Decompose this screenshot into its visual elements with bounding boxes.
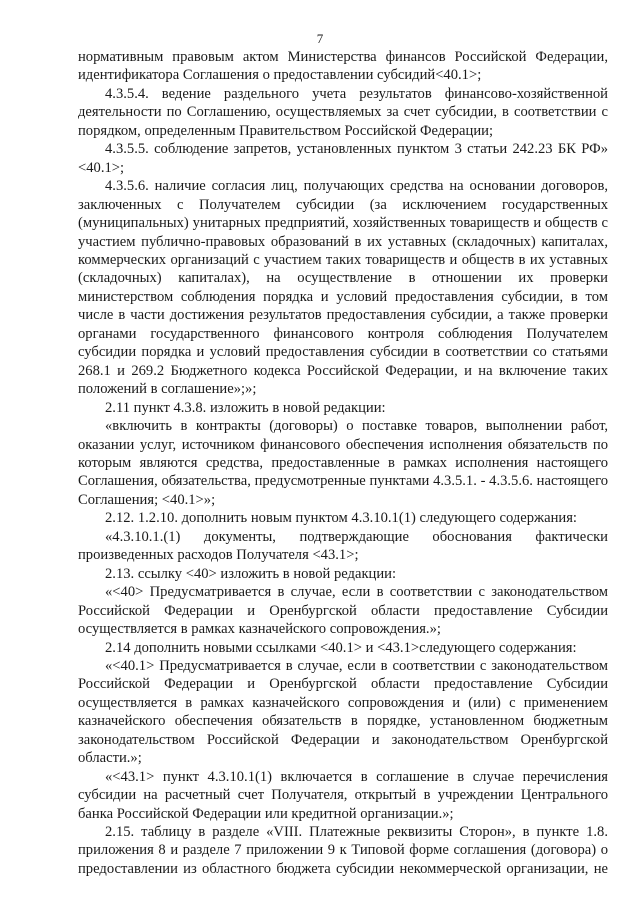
- paragraph-2-13-text: «<40> Предусматривается в случае, если в соответствии с законодательством Российской Федерации и Оренбургской области предоставление Субсидии осуществляется в рамках казначейского сопровождения.»;: [78, 584, 608, 638]
- paragraph-continuation: нормативным правовым актом Министерства финансов Российской Федерации, идентификатора Соглашения о предоставлении субсидий<40.1>;: [78, 49, 608, 84]
- paragraph-2-11: 2.11 пункт 4.3.8. изложить в новой редакции:: [105, 399, 386, 416]
- paragraph-2-13: 2.13. ссылку <40> изложить в новой редакции:: [105, 565, 397, 582]
- page-number: 7: [316, 31, 324, 46]
- paragraph-2-15: 2.15. таблицу в разделе «VIII. Платежные реквизиты Сторон», в пункте 1.8. приложения 8 и разделе 7 приложении 9 к Типовой форме соглашения (договора) о предоставлении из областного бюджета субсидии некоммерческой организации, не: [78, 824, 608, 877]
- paragraph-footnote-40-1: «<40.1> Предусматривается в случае, если в соответствии с законодательством Российской Федерации и Оренбургской области предоставление Субсидии осуществляется в рамках казначейского сопровождения и (или) с применением казначейского обеспечения обязательств в порядке, установленном бюджетным законодательством Российской Федерации и законодательством Оренбургской области.»;: [78, 657, 608, 767]
- paragraph-footnote-43-1: «<43.1> пункт 4.3.10.1(1) включается в соглашение в случае перечисления субсидии на расчетный счет Получателя, открытый в учреждении Центрального банка Российской Федерации или кредитной организации.»;: [78, 768, 608, 822]
- document-body: [78, 48, 608, 878]
- paragraph-4-3-5-4: 4.3.5.4. ведение раздельного учета результатов финансово-хозяйственной деятельности по Соглашению, осуществляемых за счет субсидии, в соответствии с порядком, определенным Правительством Российской Федерации;: [78, 85, 608, 139]
- paragraph-2-11-text: «включить в контракты (договоры) о поставке товаров, выполнении работ, оказании услуг, источником финансового обеспечения исполнения обязательств по которым являются средства, предоставленные в рамках исполнения настоящего Соглашения, обязательства, предусмотренные пунктами 4.3.5.1. - 4.3.5.6. настоящего Соглашения; <40.1>»;: [78, 418, 608, 508]
- paragraph-2-12: 2.12. 1.2.10. дополнить новым пунктом 4.3.10.1(1) следующего содержания:: [105, 510, 577, 527]
- paragraph-4-3-5-6: 4.3.5.6. наличие согласия лиц, получающих средства на основании договоров, заключенных с Получателем субсидии (за исключением государственных (муниципальных) унитарных предприятий, хозяйственных товариществ и обществ с участием публично-правовых образований в их уставных (складочных) капиталах, коммерческих организаций с участием таких товариществ и обществ в их уставных (складочных) капиталах), на осуществление в отношении их проверки министерством соблюдения порядка и условий предоставления субсидии, в том числе в части достижения результатов предоставления субсидии, а также проверки органами государственного финансового контроля соблюдения Получателем субсидии порядка и условий предоставления субсидии в соответствии со статьями 268.1 и 269.2 Бюджетного кодекса Российской Федерации, и на включение таких положений в соглашение»;»;: [78, 178, 608, 398]
- paragraph-2-12-text: «4.3.10.1.(1) документы, подтверждающие обоснования фактически произведенных расходов Получателя <43.1>;: [78, 528, 608, 564]
- paragraph-4-3-5-5: 4.3.5.5. соблюдение запретов, установленных пунктом 3 статьи 242.23 БК РФ» <40.1>;: [78, 141, 608, 176]
- paragraph-2-14: 2.14 дополнить новыми ссылками <40.1> и <43.1>следующего содержания:: [105, 639, 577, 656]
